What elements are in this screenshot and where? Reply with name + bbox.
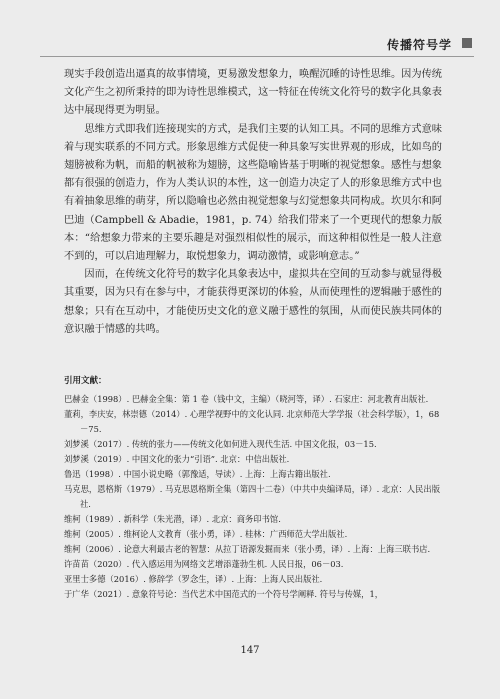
reference-item: 于广华（2021）. 意象符号论：当代艺术中国范式的一个符号学阐释. 符号与传媒，1， [64, 589, 384, 599]
reference-item: 维柯（2006）. 论意大利最古老的智慧：从拉丁语源发掘而来（张小勇，译）. 上海：上海三联书店. [64, 544, 431, 554]
reference-item: 刘梦溪（2017）. 传统的张力——传统文化如何进入现代生活. 中国文化报，03－15. [64, 439, 377, 449]
references-section [64, 374, 442, 602]
header-rule [40, 56, 474, 57]
reference-item: 亚里士多德（2016）. 修辞学（罗念生，译）. 上海：上海人民出版社. [64, 574, 323, 584]
reference-item: 马克思，恩格斯（1979）. 马克思恩格斯全集（第四十二卷）（中共中央编译局，译）. 北京：人民出版社. [64, 484, 440, 509]
references-title: 引用文献： [64, 376, 107, 386]
reference-item: 维柯（2005）. 维柯论人文教育（张小勇，译）. 桂林：广西师范大学出版社. [64, 529, 348, 539]
header-title: 传播符号学 [386, 38, 452, 52]
reference-item: 董莉，李庆安，林崇德（2014）. 心理学视野中的文化认同. 北京师范大学学报（社会科学版），1，68－75. [64, 409, 440, 434]
references-list [64, 392, 442, 602]
body-text [64, 66, 442, 339]
running-header [0, 36, 500, 56]
page-number: 147 [240, 645, 260, 656]
reference-item: 刘梦溪（2019）. 中国文化的张力“引语”. 北京：中信出版社. [64, 454, 290, 464]
header-square-marker [462, 38, 472, 48]
body-paragraph-1: 现实手段创造出逼真的故事情境，更易激发想象力，唤醒沉睡的诗性思维。因为传统文化产生之初所秉持的即为诗性思维模式，这一特征在传统文化符号的数字化具象表达中展现得更为明显。 [64, 69, 442, 117]
body-paragraph-2: 思维方式即我们连接现实的方式，是我们主要的认知工具。不同的思维方式意味着与现实联系的不同方式。形象思维方式促使一种具象写实世界观的形成，比如鸟的翅膀被称为帆，而船的帆被称为翅膀，这些隐喻皆基于明晰的视觉想象。感性与想象都有很强的创造力，作为人类认识的本性，这一创造力决定了人的形象思维方式中也有着抽象思维的萌芽，所以隐喻也必然由视觉想象与幻觉想象共同构成。坎贝尔和阿巴迪（Campbell & Abadie，1981，p. 74）给我们带来了一个更现代的想象力版本：“给想象力带来的主要乐趣是对强烈相似性的展示，而这种相似性是一般人注意不到的，可以启迪理解力，取悦想象力，调动激情，或影响意志。” [64, 123, 442, 263]
reference-item: 巴赫金（1998）. 巴赫金全集：第 1 卷（钱中文，主编）（晓河等，译）. 石家庄：河北教育出版社. [64, 394, 429, 404]
reference-item: 维柯（1989）. 新科学（朱光潜，译）. 北京：商务印书馆. [64, 514, 281, 524]
reference-item: 鲁迅（1998）. 中国小说史略（郭豫适，导读）. 上海：上海古籍出版社. [64, 469, 331, 479]
body-paragraph-3: 因而，在传统文化符号的数字化具象表达中，虚拟共在空间的互动参与就显得极其重要，因为只有在参与中，才能获得更深切的体验，从而使理性的逻辑融于感性的想象；只有在互动中，才能使历史文化的意义融于感性的氛围，从而使民族共同体的意识融于情感的共鸣。 [64, 269, 442, 335]
reference-item: 许苗苗（2020）. 代入感运用为网络文艺增添蓬勃生机. 人民日报，06－03. [64, 559, 344, 569]
